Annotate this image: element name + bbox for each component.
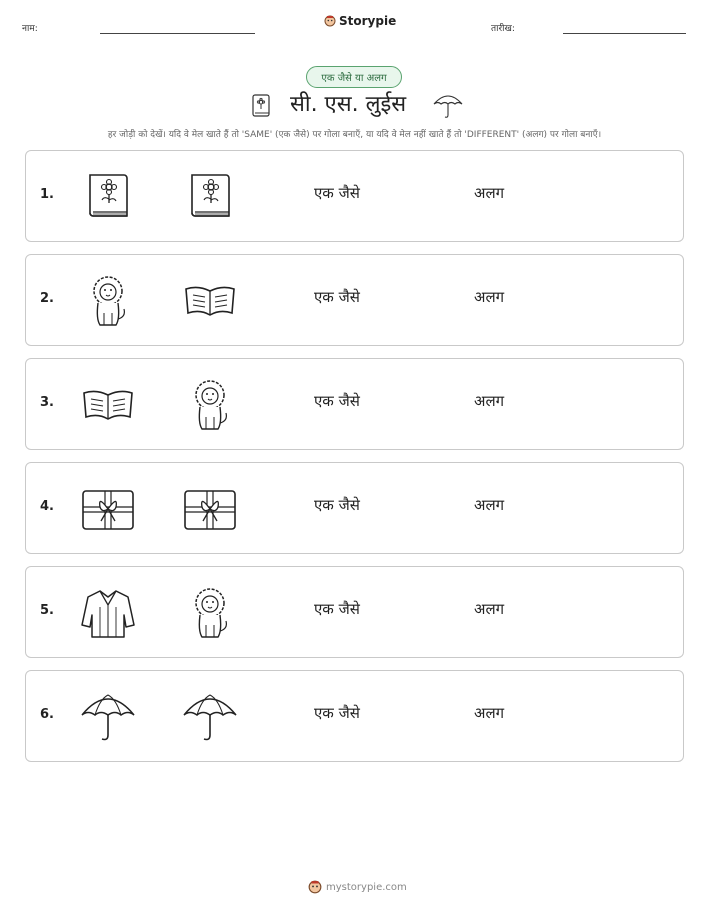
option-same[interactable]: एक जैसे [314, 496, 360, 514]
option-different[interactable]: अलग [474, 288, 505, 306]
lion-icon [180, 585, 240, 641]
footer [308, 880, 407, 894]
umbrella-icon [78, 689, 138, 745]
question-row [25, 670, 684, 762]
option-different[interactable]: अलग [474, 600, 505, 618]
date-label: तारीख: [491, 24, 515, 34]
brand-logo [324, 14, 396, 28]
page-title: सी. एस. लुईस [290, 92, 407, 117]
question-row [25, 254, 684, 346]
question-number: 3. [40, 395, 54, 410]
gift-box-icon [180, 481, 240, 537]
open-book-icon [180, 273, 240, 329]
option-different[interactable]: अलग [474, 704, 505, 722]
question-row [25, 462, 684, 554]
instructions: हर जोड़ी को देखें। यदि वे मेल खाते हैं तो 'SAME' (एक जैसे) पर गोला बनाएँ, या यदि वे मेल नहीं खाते हैं तो 'DIFFERENT' (अलग) पर गोला बनाएँ। [107, 130, 602, 140]
option-different[interactable]: अलग [474, 184, 505, 202]
gift-box-icon [78, 481, 138, 537]
brand-name: Storypie [339, 14, 397, 28]
storypie-mascot-icon [308, 880, 322, 894]
option-same[interactable]: एक जैसे [314, 288, 360, 306]
flower-book-icon [250, 93, 272, 119]
umbrella-icon [180, 689, 240, 745]
worksheet-type-badge: एक जैसे या अलग [306, 66, 402, 88]
question-row [25, 566, 684, 658]
question-number: 4. [40, 499, 54, 514]
flower-book-icon [180, 169, 240, 225]
question-number: 2. [40, 291, 54, 306]
umbrella-icon [432, 90, 464, 120]
option-same[interactable]: एक जैसे [314, 600, 360, 618]
name-label: नाम: [22, 24, 38, 34]
lion-icon [180, 377, 240, 433]
question-row [25, 150, 684, 242]
option-different[interactable]: अलग [474, 392, 505, 410]
question-number: 5. [40, 603, 54, 618]
question-number: 1. [40, 187, 54, 202]
lion-icon [78, 273, 138, 329]
name-line[interactable] [100, 33, 255, 34]
flower-book-icon [78, 169, 138, 225]
footer-url[interactable]: mystorypie.com [326, 881, 407, 893]
question-row [25, 358, 684, 450]
option-same[interactable]: एक जैसे [314, 392, 360, 410]
open-book-icon [78, 377, 138, 433]
option-same[interactable]: एक जैसे [314, 184, 360, 202]
option-different[interactable]: अलग [474, 496, 505, 514]
storypie-mascot-icon [324, 15, 336, 27]
date-line[interactable] [563, 33, 686, 34]
option-same[interactable]: एक जैसे [314, 704, 360, 722]
graduation-gown-icon [78, 585, 138, 641]
question-number: 6. [40, 707, 54, 722]
